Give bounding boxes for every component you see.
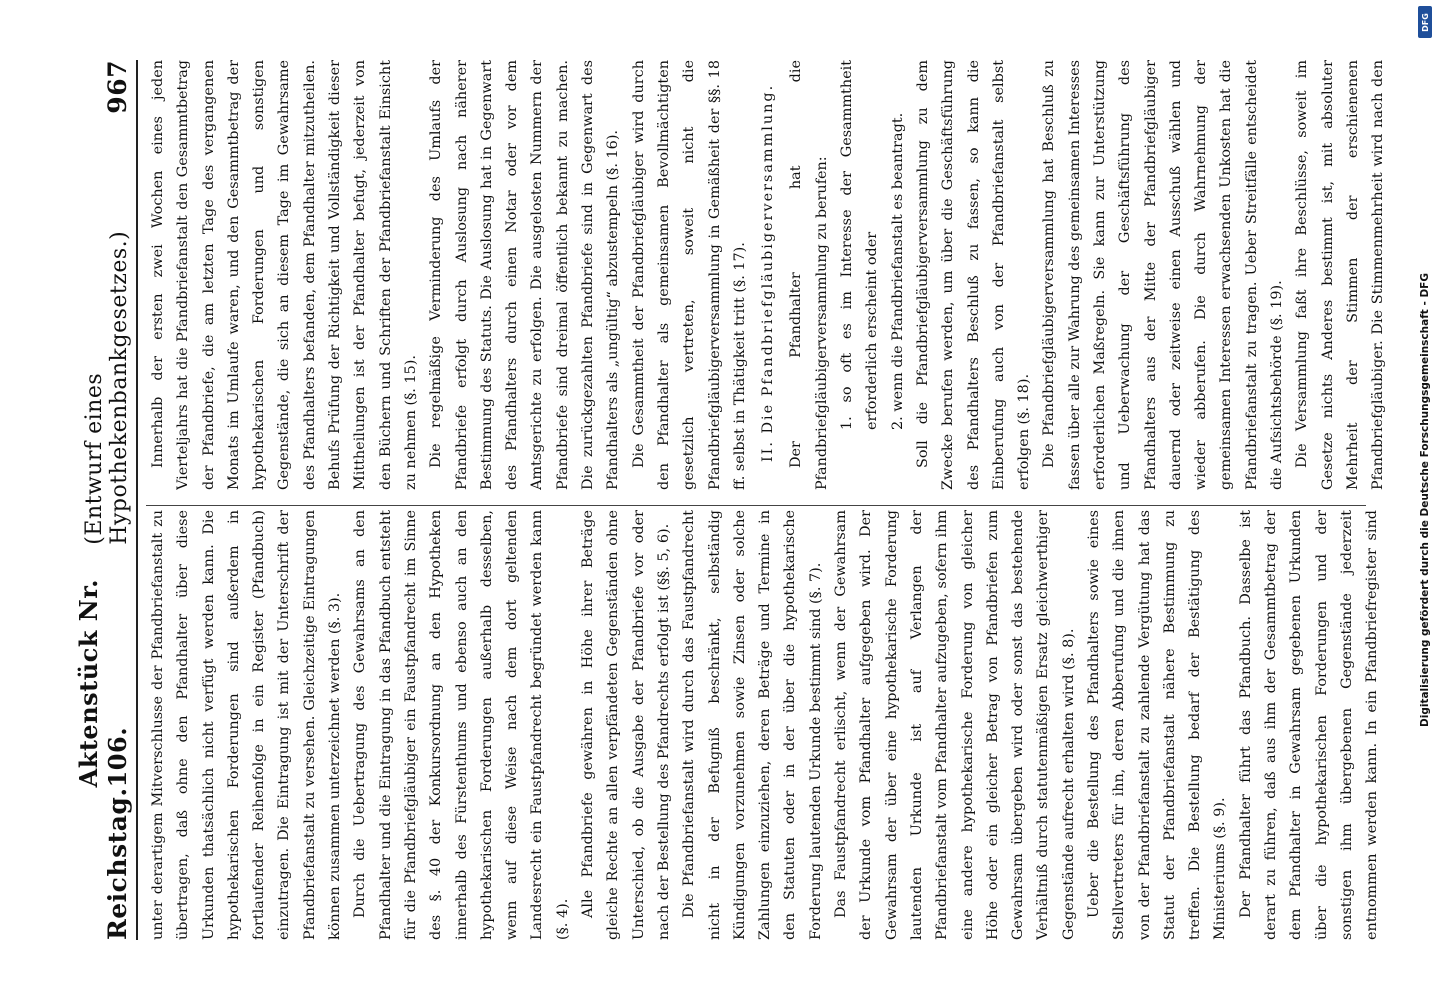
paragraph: Die Pfandbriefgläubigerversammlung hat Beschluß zu fassen über alle zur Wahrung des gemeinsamen Interesses erforderlichen Maßregeln. Sie kann zur Unterstützung und Ueberwachung der Geschäftsführung des Pfandhalters aus der Mitte der Pfandbriefgläubiger dauernd oder zeitweise einen Ausschuß wählen und wieder abberufen. Die durch Wahrnehmung der gemeinsamen Interessen erwachsenden Unkosten hat die Pfandbriefanstalt zu tragen. Ueber Streitfälle entscheidet die Aufsichtsbehörde (§. 19).: [1041, 60, 1286, 490]
header-document-number: Aktenstück Nr. 106.: [74, 578, 132, 788]
paragraph: Ueber die Bestellung des Pfandhalters sowie eines Stellvertreters für ihn, deren Abberufung und die ihnen von der Pfandbriefanstalt zu zahlende Vergütung hat das Statut der Pfandbriefanstalt nähere Bestimmung zu treffen. Die Bestellung bedarf der Bestätigung des Ministeriums (§. 9).: [1085, 510, 1229, 940]
dfg-logo-text: DFG: [1420, 12, 1430, 32]
left-column: [146, 510, 1386, 940]
column-divider: [146, 505, 1366, 506]
section-heading: II. Die Pfandbriefgläubigerversammlung.: [760, 83, 777, 462]
digitization-credit-text: Digitalisierung gefördert durch die Deutsche Forschungsgemeinschaft - DFG: [1419, 273, 1432, 727]
paragraph: Der Pfandhalter hat die Pfandbriefgläubigerversammlung zu berufen:: [788, 60, 830, 490]
digitization-credit: [1416, 0, 1434, 1000]
paragraph: Die Gesammtheit der Pfandbriefgläubiger wird durch den Pfandhalter als gemeinsamen Bevollmächtigten gesetzlich vertreten, soweit nicht die Pfandbriefgläubigerversammlung in Gemäßheit der §§. 18 ff. selbst in Thätigkeit tritt (§. 17).: [630, 60, 748, 490]
header-title: (Entwurf eines Hypothekenbankgesetzes.): [82, 230, 132, 545]
header-left: Reichstag.: [103, 787, 132, 940]
list-item: 1. so oft es im Interesse der Gesammtheit erforderlich erscheint oder: [839, 60, 881, 430]
page-header: [74, 60, 132, 940]
page-number: 967: [103, 60, 132, 114]
paragraph: Der Pfandhalter führt das Pfandbuch. Dasselbe ist derart zu führen, daß aus ihm der Gesammtbetrag der dem Pfandhalter in Gewahrsam gegebenen Urkunden über die hypothekarischen Forderungen und der sonstigen ihm übergebenen Gegenstände jederzeit entnommen werden kann. In ein Pfandbriefregister sind: [1237, 510, 1381, 940]
paragraph: Die Versammlung faßt ihre Beschlüsse, soweit im Gesetze nichts Anderes bestimmt ist, mit absoluter Mehrheit der Stimmen der erschienenen Pfandbriefgläubiger. Die Stimmenmehrheit wird nach den: [1294, 60, 1386, 490]
header-rule: [136, 60, 138, 940]
paragraph: Alle Pfandbriefe gewähren in Höhe ihrer Beträge gleiche Rechte an allen verpfändeten Gegenständen ohne Unterschied, ob die Ausgabe der Pfandbriefe vor oder nach der Bestellung des Pfandrechts erfolgt ist (§§. 5, 6).: [580, 510, 672, 940]
paragraph: Die regelmäßige Verminderung des Umlaufs der Pfandbriefe erfolgt durch Auslosung nach näherer Bestimmung des Statuts. Die Auslosung hat in Gegenwart des Pfandhalters durch einen Notar oder vor dem Amtsgerichte zu erfolgen. Die ausgelosten Nummern der Pfandbriefe sind dreimal öffentlich bekannt zu machen. Die zurückgezahlten Pfandbriefe sind in Gegenwart des Pfandhalters als „ungültig“ abzustempeln (§. 16).: [428, 60, 622, 490]
paragraph: Soll die Pfandbriefgläubigerversammlung zu dem Zwecke berufen werden, um über die Geschäftsführung des Pfandhalters Beschluß zu fassen, so kann die Einberufung auch von der Pfandbriefanstalt selbst erfolgen (§. 18).: [914, 60, 1033, 490]
paragraph: Das Faustpfandrecht erlischt, wenn der Gewahrsam der Urkunde vom Pfandhalter aufgegeben wird. Der Gewahrsam der über eine hypothekarische Forderung lautenden Urkunde ist auf Verlangen der Pfandbriefanstalt vom Pfandhalter aufzugeben, sofern ihm eine andere hypothekarische Forderung von gleicher Höhe oder ein gleicher Betrag von Pfandbriefen zum Gewahrsam übergeben wird oder sonst das bestehende Verhältniß durch statutenmäßigen Ersatz gleichwerthiger Gegenstände aufrecht erhalten wird (§. 8).: [833, 510, 1077, 940]
paragraph: Innerhalb der ersten zwei Wochen eines jeden Vierteljahrs hat die Pfandbriefanstalt den Gesammtbetrag der Pfandbriefe, die am letzten Tage des vergangenen Monats im Umlaufe waren, und den Gesammtbetrag der hypothekarischen Forderungen und sonstigen Gegenstände, die sich an diesem Tage im Gewahrsame des Pfandhalters befanden, dem Pfandhalter mitzutheilen. Behufs Prüfung der Richtigkeit und Vollständigkeit dieser Mittheilungen ist der Pfandhalter befugt, jederzeit von den Büchern und Schriften der Pfandbriefanstalt Einsicht zu nehmen (§. 15).: [150, 60, 419, 490]
paragraph: unter derartigem Mitverschlusse der Pfandbriefanstalt zu übertragen, daß ohne den Pfandhalter über diese Urkunden thatsächlich nicht verfügt werden kann. Die hypothekarischen Forderungen sind außerdem in fortlaufender Reihenfolge in ein Register (Pfandbuch) einzutragen. Die Eintragung ist mit der Unterschrift der Pfandbriefanstalt zu versehen. Gleichzeitige Eintragungen können zusammen unterzeichnet werden (§. 3).: [150, 510, 344, 940]
right-column: [146, 60, 1386, 490]
paragraph: Durch die Uebertragung des Gewahrsams an den Pfandhalter und die Eintragung in das Pfandbuch entsteht für die Pfandbriefgläubiger ein Faustpfandrecht im Sinne des §. 40 der Konkursordnung an den Hypotheken innerhalb des Fürstenthums und ebenso auch an den hypothekarischen Forderungen außerhalb desselben, wenn auf diese Weise nach dem dort geltenden Landesrecht ein Faustpfandrecht begründet werden kann (§. 4).: [352, 510, 571, 940]
paragraph: Die Pfandbriefanstalt wird durch das Faustpfandrecht nicht in der Befugniß beschränkt, selbständig Kündigungen vorzunehmen sowie Zinsen oder solche Zahlungen einzuziehen, deren Beträge und Termine in den Statuten oder in der über die hypothekarische Forderung lautenden Urkunde bestimmt sind (§. 7).: [681, 510, 824, 940]
list-item: 2. wenn die Pfandbriefanstalt es beantragt.: [889, 112, 906, 430]
